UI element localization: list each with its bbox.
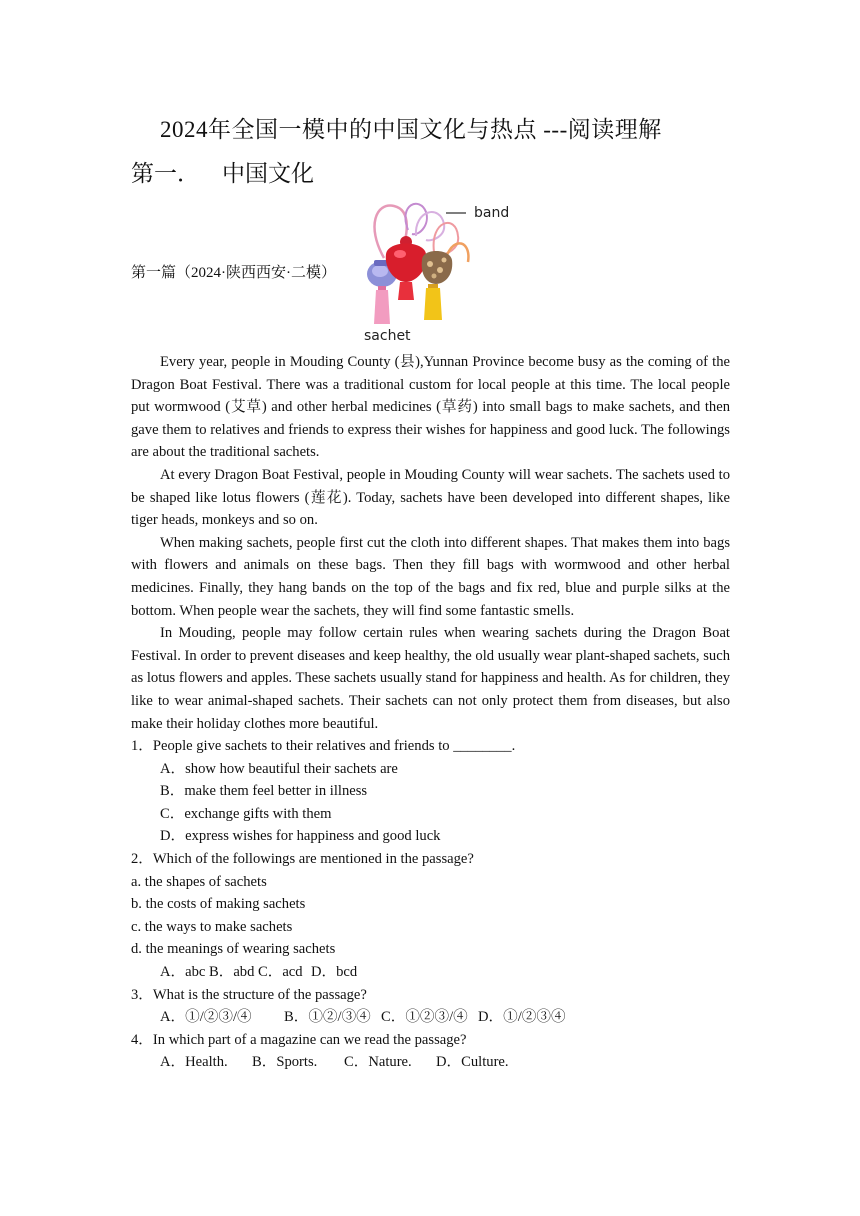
question-4-options xyxy=(131,1051,730,1074)
question-2-option-d: D．bcd xyxy=(311,964,358,981)
section-heading xyxy=(131,155,314,188)
document-body xyxy=(131,351,730,1074)
figure-label-sachet: sachet xyxy=(364,328,411,344)
question-2-item-c: c. the ways to make sachets xyxy=(131,918,293,935)
question-2-option-c: C．acd xyxy=(258,964,303,981)
figure-label-band: band xyxy=(474,205,510,221)
question-3-option-b: B．①②/③④ xyxy=(284,1009,371,1026)
question-2-item-b: b. the costs of making sachets xyxy=(131,896,306,913)
question-2-options xyxy=(131,961,730,984)
question-2-stem: 2．Which of the followings are mentioned in the passage? xyxy=(131,851,474,868)
question-4-option-a: A．Health. xyxy=(160,1054,228,1071)
question-4-option-c: C．Nature. xyxy=(344,1054,412,1071)
question-4-option-d: D．Culture. xyxy=(436,1054,509,1071)
question-3-option-d: D．①/②③④ xyxy=(478,1009,566,1026)
section-number: 第一． xyxy=(131,161,200,186)
question-1-option-c: C．exchange gifts with them xyxy=(160,805,332,822)
question-3-options xyxy=(131,1006,730,1029)
question-2-option-a: A．abc xyxy=(160,964,206,981)
question-1-option-d: D．express wishes for happiness and good luck xyxy=(160,828,441,845)
document-title: 2024年全国一模中的中国文化与热点 ---阅读理解 xyxy=(160,117,662,142)
passage-paragraph-3: When making sachets, people first cut the cloth into different shapes. That makes them into bags with flowers and animals on these bags. Then they fill bags with wormwood and other herbal medicines. Finally, they hang bands on the top of the bags and fix red, blue and purple silks at the bottom. When people wear the sachets, they will find some fantastic smells. xyxy=(131,534,730,619)
question-2-item-d: d. the meanings of wearing sachets xyxy=(131,941,336,958)
question-2-item-a: a. the shapes of sachets xyxy=(131,873,267,890)
section-name: 中国文化 xyxy=(222,161,314,186)
passage-label: 第一篇（2024·陕西西安·二模） xyxy=(131,265,336,281)
question-3-stem: 3．What is the structure of the passage? xyxy=(131,986,367,1003)
question-2-option-b: B．abd xyxy=(209,964,255,981)
question-4-option-b: B．Sports. xyxy=(252,1054,318,1071)
passage-paragraph-4: In Mouding, people may follow certain rules when wearing sachets during the Dragon Boat Festival. In order to prevent diseases and keep healthy, the old usually wear plant-shaped sachets, such as lotus flowers and apples. These sachets usually stand for happiness and health. As for children, they like to wear animal-shaped sachets. Their sachets can not only protect them from diseases, but also make their holiday clothes more beautiful. xyxy=(131,625,730,732)
question-3-option-a: A．①/②③/④ xyxy=(160,1009,252,1026)
question-1-option-b: B．make them feel better in illness xyxy=(160,783,368,800)
question-1-stem: 1．People give sachets to their relatives and friends to ________. xyxy=(131,738,516,755)
question-1-option-a: A．show how beautiful their sachets are xyxy=(160,760,398,777)
passage-paragraph-2: At every Dragon Boat Festival, people in Mouding County will wear sachets. The sachets used to be shaped like lotus flowers (莲花). Today, sachets have been developed into different shapes, like tiger heads, monkeys and so on. xyxy=(131,466,730,529)
passage-paragraph-1: Every year, people in Mouding County (县),Yunnan Province become busy as the coming of the Dragon Boat Festival. There was a traditional custom for local people at this time. The local people put wormwood (艾草) and other herbal medicines (草药) into small bags to make sachets, and then gave them to relatives and friends to express their wishes for happiness and good luck. The followings are about the traditional sachets. xyxy=(131,354,730,461)
question-3-option-c: C．①②③/④ xyxy=(381,1009,468,1026)
question-4-stem: 4．In which part of a magazine can we read the passage? xyxy=(131,1031,467,1048)
